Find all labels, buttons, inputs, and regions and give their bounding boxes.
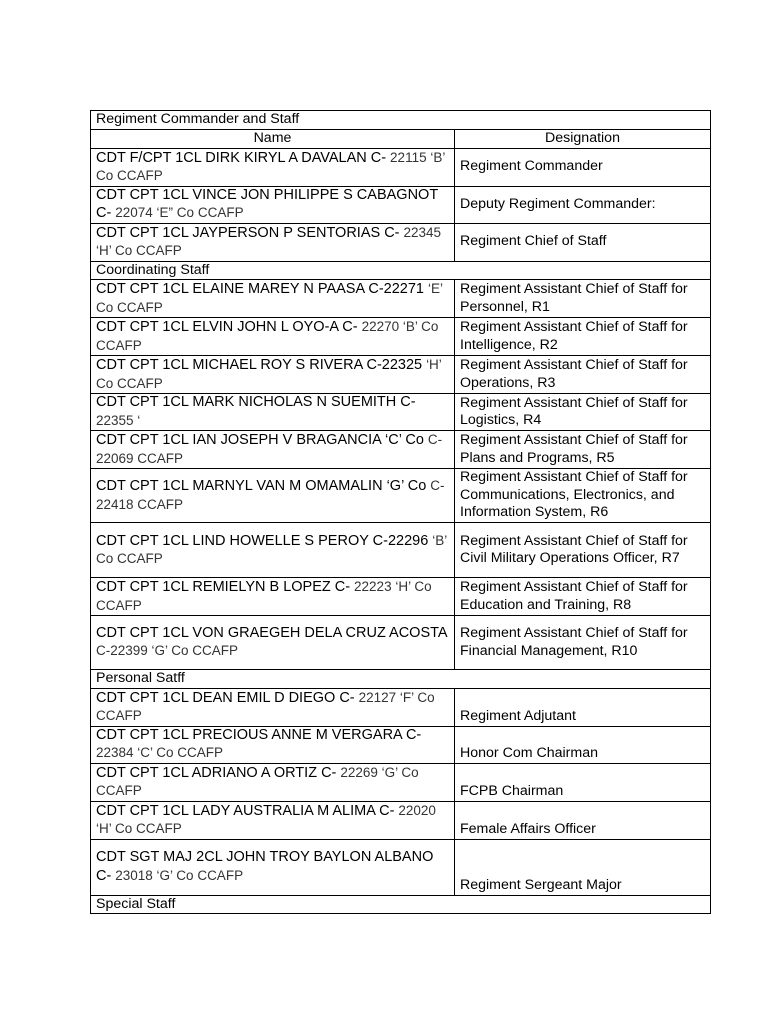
name-cell bbox=[91, 318, 455, 356]
cadet-name: CDT CPT 1CL VON GRAEGEH DELA CRUZ ACOSTA bbox=[96, 624, 448, 641]
cadet-name: CDT CPT 1CL MARNYL VAN M OMAMALIN ‘G’ Co bbox=[96, 478, 427, 494]
name-cell bbox=[91, 469, 455, 523]
column-header-designation: Designation bbox=[455, 129, 711, 148]
cadet-code: ‘H’ Co CCAFP bbox=[96, 357, 442, 391]
designation-cell: Regiment Assistant Chief of Staff for Plans and Programs, R5 bbox=[455, 431, 711, 469]
table-row bbox=[91, 223, 711, 261]
table-row bbox=[91, 431, 711, 469]
section-heading-row bbox=[91, 895, 711, 914]
designation-cell: Deputy Regiment Commander: bbox=[455, 186, 711, 223]
name-cell bbox=[91, 280, 455, 318]
cadet-code: 22115 ‘B’ Co CCAFP bbox=[96, 149, 445, 183]
cadet-name: CDT CPT 1CL REMIELYN B LOPEZ C- bbox=[96, 579, 351, 595]
cadet-name: CDT CPT 1CL VINCE JON PHILIPPE S CABAGNOT C- bbox=[96, 186, 438, 221]
table-row bbox=[91, 523, 711, 578]
section-heading: Special Staff bbox=[91, 895, 711, 914]
name-cell bbox=[91, 523, 455, 578]
name-cell bbox=[91, 801, 455, 839]
section-heading-row bbox=[91, 670, 711, 689]
cadet-code: C-22069 CCAFP bbox=[96, 432, 443, 466]
table-body bbox=[91, 148, 711, 914]
cadet-code: 22384 ‘C’ Co CCAFP bbox=[96, 745, 224, 760]
cadet-name: CDT CPT 1CL DEAN EMIL D DIEGO C- bbox=[96, 689, 355, 706]
name-cell bbox=[91, 578, 455, 616]
name-cell bbox=[91, 688, 455, 726]
designation-cell: Regiment Assistant Chief of Staff for Financial Management, R10 bbox=[455, 616, 711, 670]
section-heading: Coordinating Staff bbox=[91, 261, 711, 280]
cadet-name: CDT CPT 1CL PRECIOUS ANNE M VERGARA C- bbox=[96, 726, 422, 743]
designation-cell: Regiment Assistant Chief of Staff for Logistics, R4 bbox=[455, 394, 711, 431]
table-row bbox=[91, 186, 711, 223]
cadet-code: C-22418 CCAFP bbox=[96, 478, 445, 512]
cadet-code: 22127 ‘F’ Co CCAFP bbox=[96, 689, 435, 723]
cadet-code: 22020 ‘H’ Co CCAFP bbox=[96, 802, 436, 836]
table-row bbox=[91, 469, 711, 523]
name-cell bbox=[91, 726, 455, 763]
cadet-name: CDT CPT 1CL ELAINE MAREY N PAASA C-22271 bbox=[96, 281, 424, 297]
cadet-name: CDT CPT 1CL IAN JOSEPH V BRAGANCIA ‘C’ Co bbox=[96, 432, 424, 448]
name-cell bbox=[91, 431, 455, 469]
cadet-code: 22223 ‘H’ Co CCAFP bbox=[96, 579, 432, 613]
table-row bbox=[91, 801, 711, 839]
cadet-code: 22074 ‘E” Co CCAFP bbox=[115, 205, 244, 220]
cadet-code: 22269 ‘G’ Co CCAFP bbox=[96, 764, 419, 798]
column-header-name: Name bbox=[91, 129, 455, 148]
table-row bbox=[91, 394, 711, 431]
name-cell bbox=[91, 394, 455, 431]
designation-cell: Regiment Assistant Chief of Staff for Communications, Electronics, and Information System, R6 bbox=[455, 469, 711, 523]
designation-cell: Regiment Adjutant bbox=[455, 688, 711, 726]
name-cell bbox=[91, 223, 455, 261]
section-heading: Personal Satff bbox=[91, 670, 711, 689]
cadet-name: CDT CPT 1CL ADRIANO A ORTIZ C- bbox=[96, 764, 337, 781]
designation-cell: Regiment Assistant Chief of Staff for Operations, R3 bbox=[455, 356, 711, 394]
name-cell bbox=[91, 186, 455, 223]
cadet-name: CDT CPT 1CL LADY AUSTRALIA M ALIMA C- bbox=[96, 802, 395, 819]
cadet-name: CDT CPT 1CL ELVIN JOHN L OYO-A C- bbox=[96, 319, 358, 335]
cadet-code: 23018 ‘G’ Co CCAFP bbox=[115, 867, 244, 883]
cadet-code: 22345 ‘H’ Co CCAFP bbox=[96, 224, 442, 258]
name-cell bbox=[91, 148, 455, 186]
designation-cell: Regiment Commander bbox=[455, 148, 711, 186]
designation-cell: Regiment Assistant Chief of Staff for Civil Military Operations Officer, R7 bbox=[455, 523, 711, 578]
table-row bbox=[91, 318, 711, 356]
table-row bbox=[91, 616, 711, 670]
designation-cell: Honor Com Chairman bbox=[455, 726, 711, 763]
cadet-name: CDT CPT 1CL MARK NICHOLAS N SUEMITH C- bbox=[96, 394, 416, 410]
cadet-code: C-22399 ‘G’ Co CCAFP bbox=[96, 643, 239, 658]
table-row bbox=[91, 280, 711, 318]
cadet-code: ‘E’ Co CCAFP bbox=[96, 281, 443, 315]
cadet-name: CDT CPT 1CL JAYPERSON P SENTORIAS C- bbox=[96, 224, 400, 241]
designation-cell: Regiment Assistant Chief of Staff for Personnel, R1 bbox=[455, 280, 711, 318]
name-cell bbox=[91, 356, 455, 394]
document-page bbox=[90, 110, 710, 914]
cadet-code: ‘B’ Co CCAFP bbox=[96, 532, 447, 566]
designation-cell: Regiment Sergeant Major bbox=[455, 839, 711, 895]
table-row bbox=[91, 726, 711, 763]
table-row bbox=[91, 148, 711, 186]
name-cell bbox=[91, 616, 455, 670]
designation-cell: Regiment Assistant Chief of Staff for Education and Training, R8 bbox=[455, 578, 711, 616]
cadet-code: 22270 ‘B’ Co CCAFP bbox=[96, 319, 439, 353]
staff-table bbox=[90, 110, 711, 914]
designation-cell: Female Affairs Officer bbox=[455, 801, 711, 839]
table-row bbox=[91, 578, 711, 616]
designation-cell: FCPB Chairman bbox=[455, 763, 711, 801]
cadet-name: CDT CPT 1CL MICHAEL ROY S RIVERA C-22325 bbox=[96, 357, 423, 373]
table-row bbox=[91, 356, 711, 394]
table-title: Regiment Commander and Staff bbox=[91, 111, 711, 130]
table-row bbox=[91, 688, 711, 726]
table-row bbox=[91, 839, 711, 895]
designation-cell: Regiment Chief of Staff bbox=[455, 223, 711, 261]
table-title-row bbox=[91, 111, 711, 130]
column-header-row bbox=[91, 129, 711, 148]
name-cell bbox=[91, 839, 455, 895]
cadet-name: CDT F/CPT 1CL DIRK KIRYL A DAVALAN C- bbox=[96, 149, 387, 166]
designation-cell: Regiment Assistant Chief of Staff for Intelligence, R2 bbox=[455, 318, 711, 356]
name-cell bbox=[91, 763, 455, 801]
cadet-code: 22355 ‘ bbox=[96, 412, 141, 428]
cadet-name: CDT CPT 1CL LIND HOWELLE S PEROY C-22296 bbox=[96, 532, 429, 549]
section-heading-row bbox=[91, 261, 711, 280]
table-row bbox=[91, 763, 711, 801]
cadet-name: CDT SGT MAJ 2CL JOHN TROY BAYLON ALBANO C- bbox=[96, 849, 434, 884]
